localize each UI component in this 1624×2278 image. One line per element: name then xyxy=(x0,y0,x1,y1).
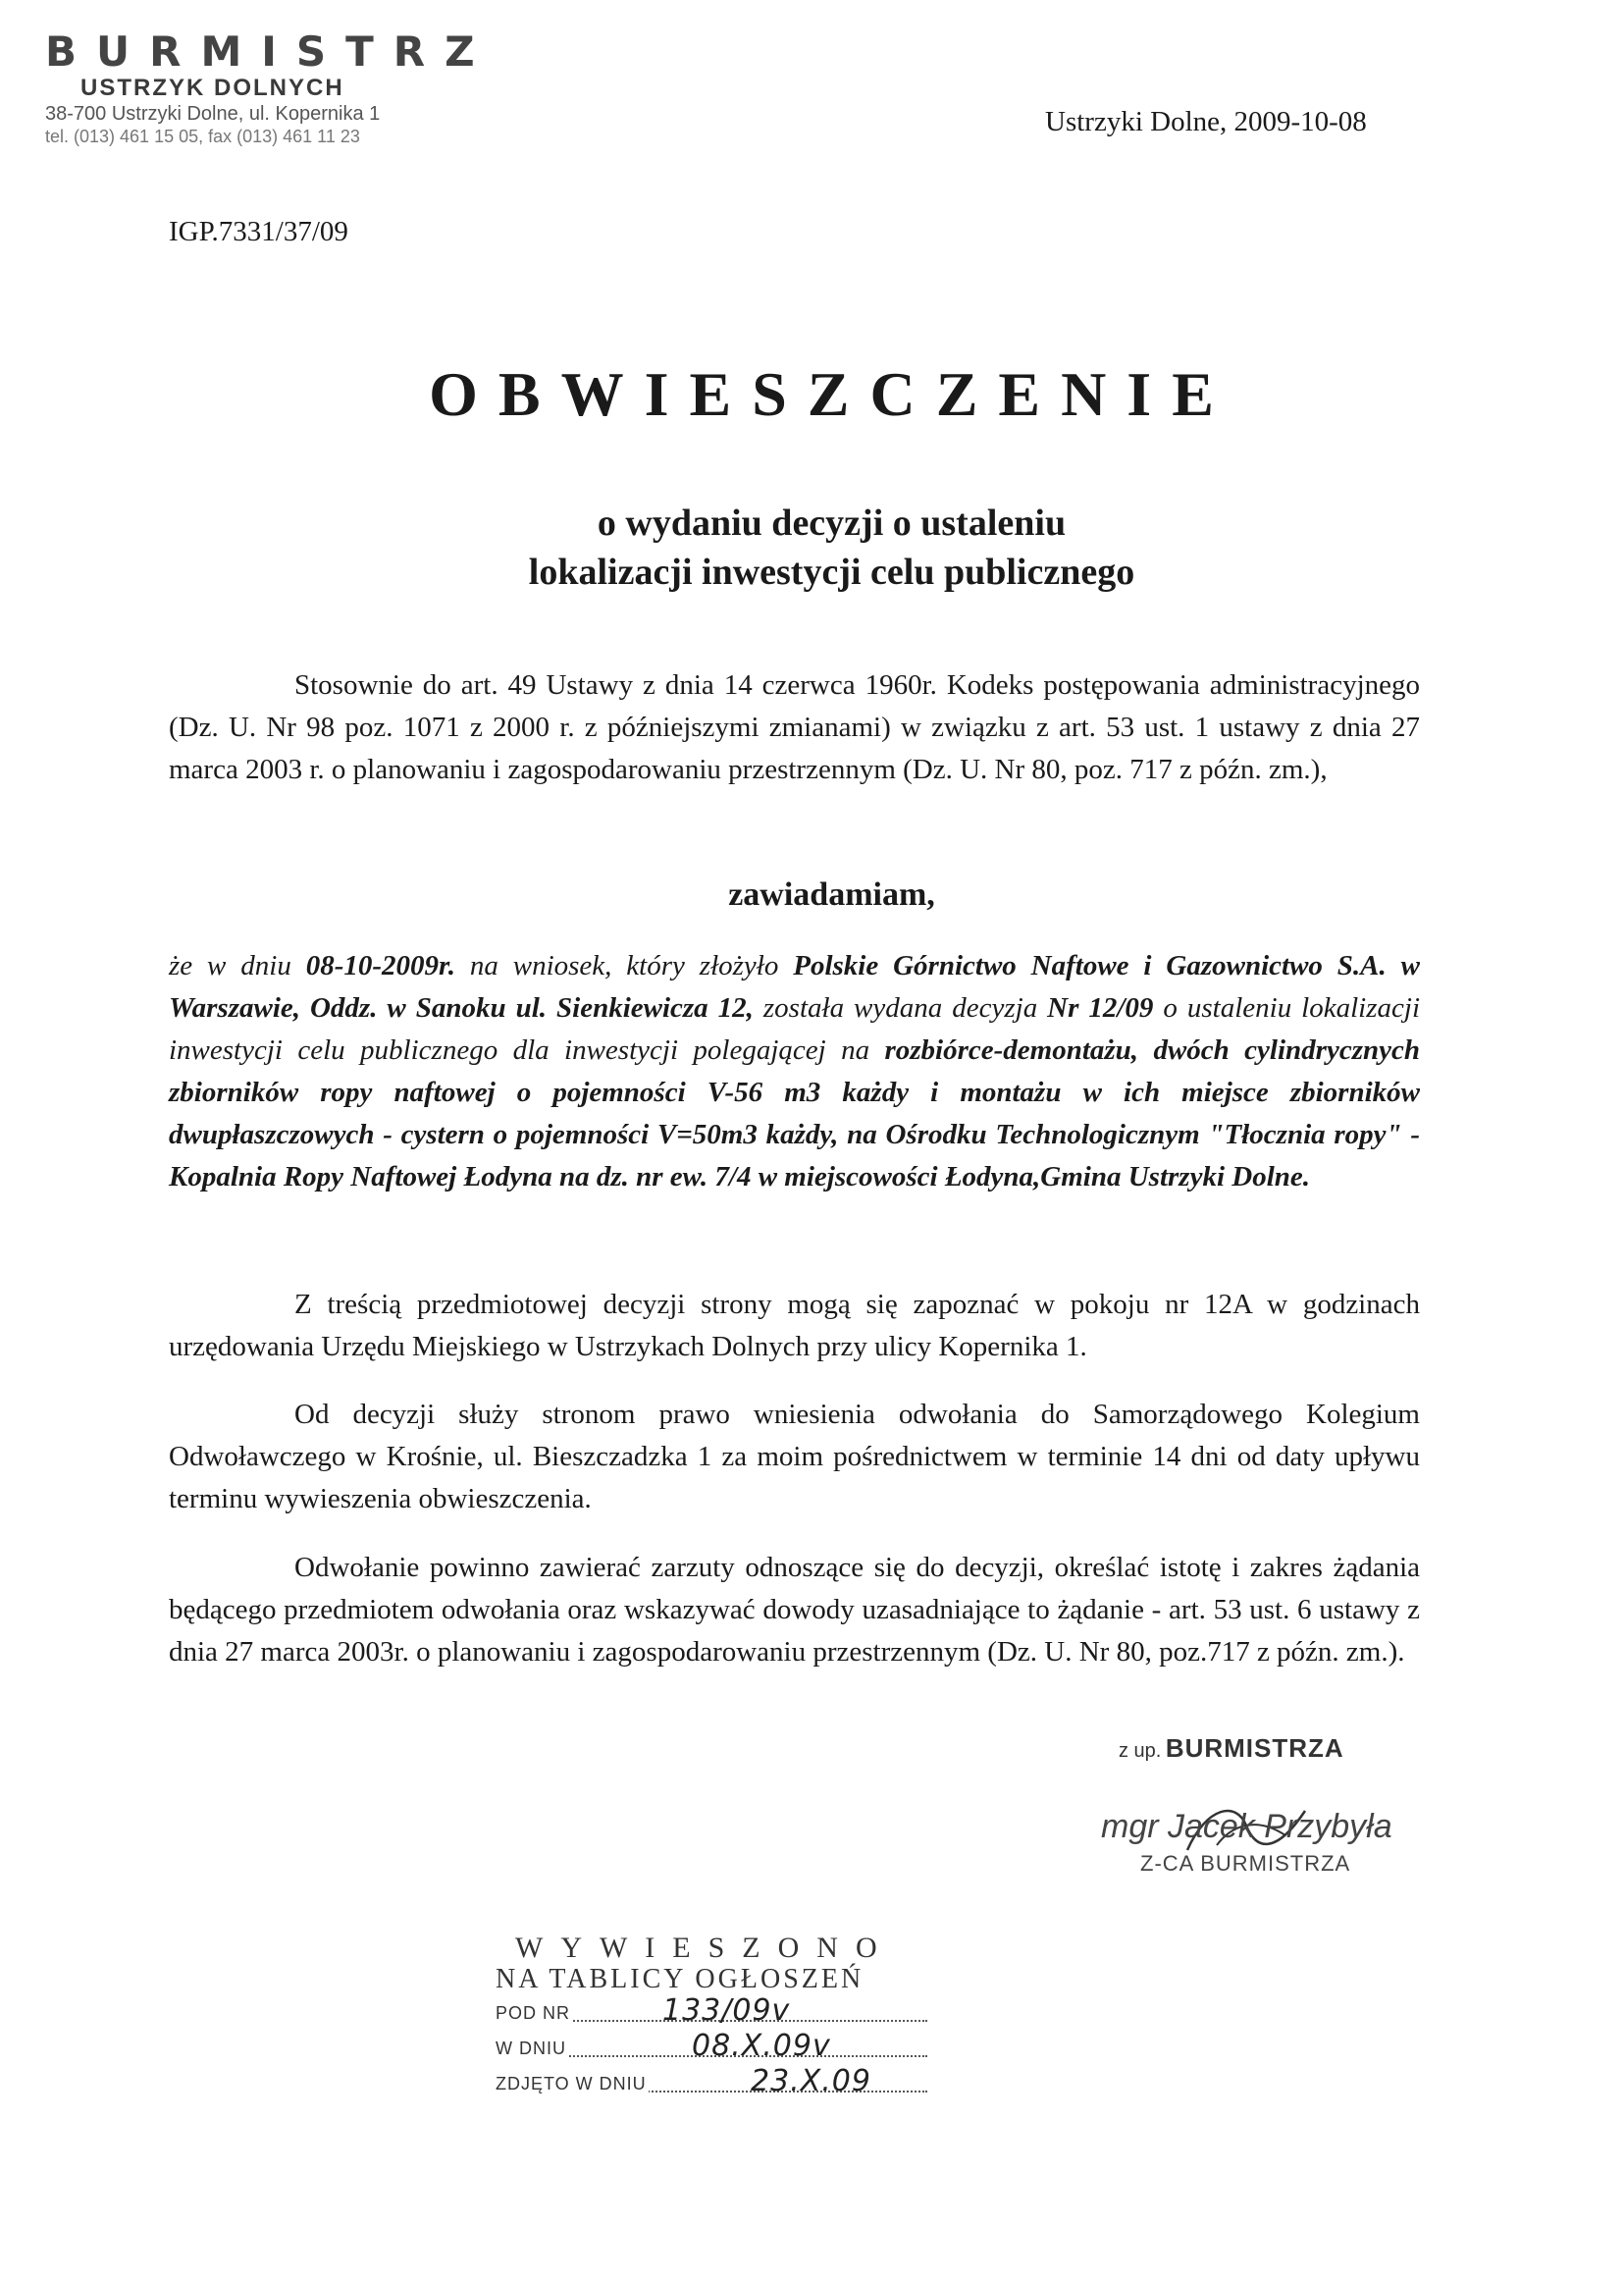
document-subtitle xyxy=(0,499,1624,597)
decision-scope: rozbiórce-demontażu, dwóch cylindrycznych zbiorników ropy naftowej o pojemności V-56 m3 każdy i montażu w ich miejsce zbiorników dwupłaszczowych - cystern o pojemności V=50m3 każdy, na Ośrodku Technologicznym "Tłocznia ropy" - Kopalnia Ropy Naftowej Łodyna na dz. nr ew. 7/4 w miejscowości Łodyna,Gmina Ustrzyki Dolne. xyxy=(169,1034,1420,1192)
decision-text-1: że w dniu xyxy=(169,950,306,981)
signature-zup: z up. xyxy=(1119,1740,1162,1762)
posting-date-label: W DNIU xyxy=(496,2039,566,2058)
decision-applicant: Polskie Górnictwo Naftowe i Gazownictwo S.A. w Warszawie, Oddz. w Sanoku ul. Sienkiewicza 12, xyxy=(169,950,1420,1024)
posting-number-label: POD NR xyxy=(496,2003,571,2023)
paragraph-appeal-content: Odwołanie powinno zawierać zarzuty odnoszące się do decyzji, określać istotę i zakres żądania będącego przedmiotem odwołania oraz wskazywać dowody uzasadniające to żądanie - art. 53 ust. 6 ustawy z dnia 27 marca 2003r. o planowaniu i zagospodarowaniu przestrzennym (Dz. U. Nr 80, poz.717 z późn. zm.). xyxy=(169,1552,1420,1668)
reference-number: IGP.7331/37/09 xyxy=(169,216,348,247)
place-date: Ustrzyki Dolne, 2009-10-08 xyxy=(1045,106,1367,137)
posting-date-value: 08.X.09v xyxy=(692,2029,831,2063)
decision-number: Nr 12/09 xyxy=(1047,992,1154,1024)
posting-stamp-line-2: NA TABLICY OGŁOSZEŃ xyxy=(496,1964,864,1994)
decision-date: 08-10-2009r. xyxy=(305,950,455,981)
posting-date-row xyxy=(496,2030,927,2065)
removal-date-row xyxy=(496,2065,927,2100)
signature-authority xyxy=(1119,1733,1344,1764)
decision-text-3: została wydana decyzja xyxy=(753,992,1048,1024)
signatory-role: Z-CA BURMISTRZA xyxy=(1140,1851,1351,1876)
posting-number-value: 133/09v xyxy=(662,1993,791,2028)
signature-burmistrza: BURMISTRZA xyxy=(1165,1733,1344,1763)
stamp-phone: tel. (013) 461 15 05, fax (013) 461 11 23 xyxy=(45,127,360,146)
letterhead-stamp xyxy=(45,27,495,147)
subtitle-line-1: o wydaniu decyzji o ustaleniu xyxy=(597,503,1067,544)
stamp-title: BURMISTRZ xyxy=(45,27,495,76)
stamp-address: 38-700 Ustrzyki Dolne, ul. Kopernika 1 xyxy=(45,103,381,125)
posting-stamp-line-1: WYWIESZONO xyxy=(515,1932,895,1964)
removal-date-value: 23.X.09 xyxy=(751,2064,871,2098)
decision-paragraph xyxy=(169,945,1420,1198)
decision-text-2: na wniosek, który złożyło xyxy=(454,950,794,981)
legal-basis-paragraph: Stosownie do art. 49 Ustawy z dnia 14 czerwca 1960r. Kodeks postępowania administracyjnego (Dz. U. Nr 98 poz. 1071 z 2000 r. z późniejszymi zmianami) w związku z art. 53 ust. 1 ustawy z dnia 27 marca 2003 r. o planowaniu i zagospodarowaniu przestrzennym (Dz. U. Nr 80, poz. 717 z późn. zm.), xyxy=(169,669,1420,785)
paragraph-appeal: Od decyzji służy stronom prawo wniesienia odwołania do Samorządowego Kolegium Odwoławczego w Krośnie, ul. Bieszczadzka 1 za moim pośrednictwem w terminie 14 dni od daty upływu terminu wywieszenia obwieszczenia. xyxy=(169,1399,1420,1514)
notify-heading: zawiadamiam, xyxy=(728,876,935,913)
document-title: OBWIESZCZENIE xyxy=(429,359,1234,429)
decision-text-4: o ustaleniu lokalizacji inwestycji celu publicznego dla inwestycji polegającej na xyxy=(169,992,1420,1066)
posting-number-row xyxy=(496,1994,927,2030)
posting-stamp xyxy=(496,1932,927,2100)
stamp-subtitle: USTRZYK DOLNYCH xyxy=(80,75,344,101)
signatory-name: mgr Jacek Przybyła xyxy=(1101,1808,1392,1845)
paragraph-access: Z treścią przedmiotowej decyzji strony mogą się zapoznać w pokoju nr 12A w godzinach urzędowania Urzędu Miejskiego w Ustrzykach Dolnych przy ulicy Kopernika 1. xyxy=(169,1289,1420,1362)
subtitle-line-2: lokalizacji inwestycji celu publicznego xyxy=(528,552,1135,593)
removal-date-label: ZDJĘTO W DNIU xyxy=(496,2074,647,2093)
